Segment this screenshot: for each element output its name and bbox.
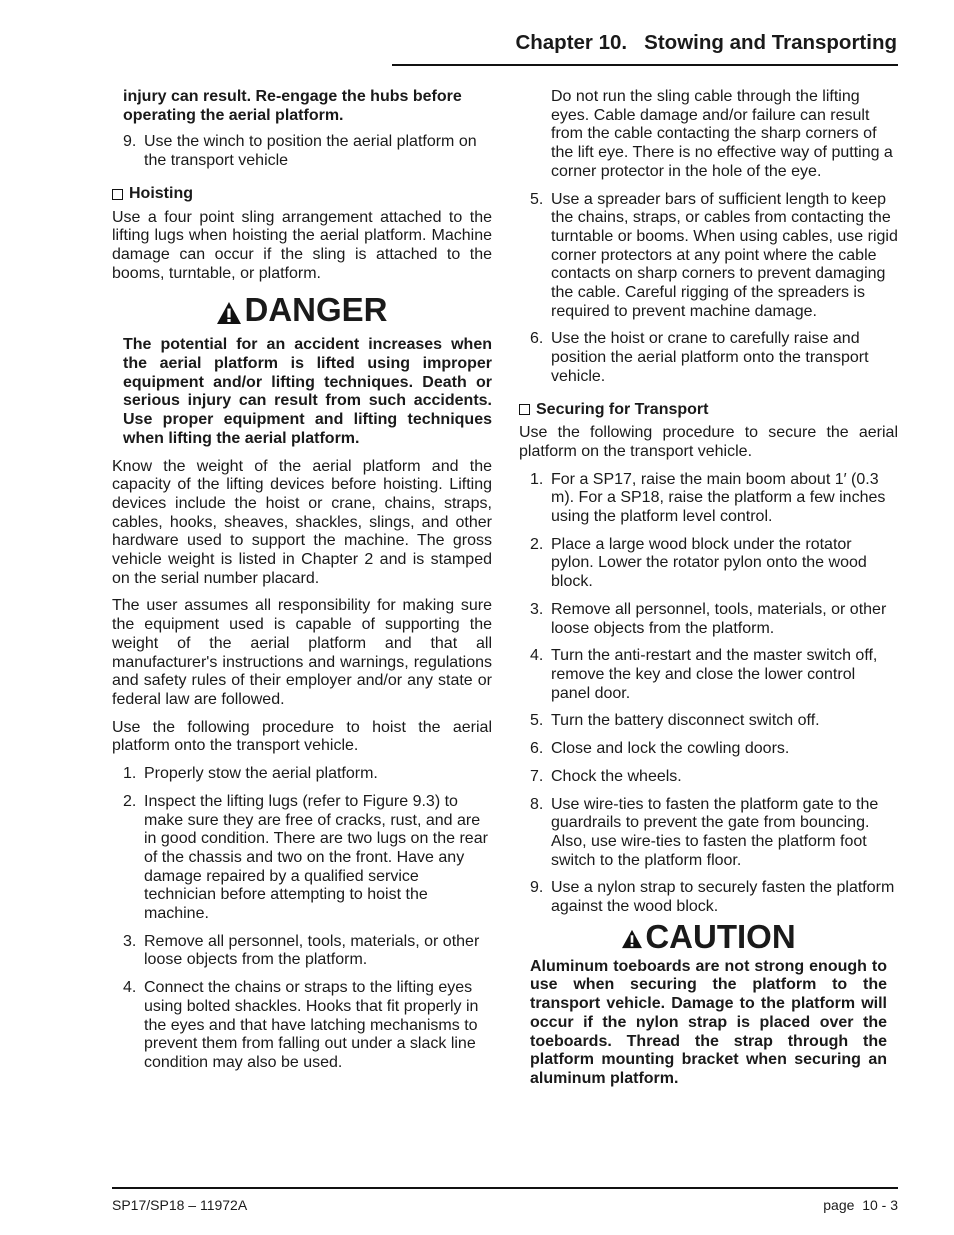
- continued-warning-text: injury can result. Re-engage the hubs before operating the aerial platform.: [123, 88, 462, 124]
- step-text: Use wire-ties to fasten the platform gate to the guardrails to prevent the gate from bouncing. Also, use wire-ties to fasten the platform foot switch to the platform floor.: [551, 795, 879, 869]
- step-number: 6.: [530, 740, 544, 758]
- step-text: Turn the anti-restart and the master switch off, remove the key and close the lower control panel door.: [551, 647, 878, 702]
- responsibility-paragraph: The user assumes all responsibility for making sure the equipment used is capable of supporting the weight of the aerial platform and that all manufacturer's instructions and warnings, regulations and safety rules of their employer and/or any state or federal law are followed.: [112, 597, 492, 708]
- list-item: [519, 796, 898, 871]
- procedure-intro: Use the following procedure to hoist the aerial platform onto the transport vehicle.: [112, 718, 492, 755]
- securing-heading: [519, 401, 898, 420]
- warning-triangle-icon: [621, 929, 643, 949]
- step-number: 4.: [530, 647, 544, 665]
- caution-heading: [519, 919, 898, 955]
- securing-intro: Use the following procedure to secure the aerial platform on the transport vehicle.: [519, 424, 898, 460]
- step-text: Use a spreader bars of sufficient length to keep the chains, straps, or cables from contacting the turntable or booms. When using cables, use rigid corner protectors at any point where the cable contacts on sharp corners to prevent damaging the cable. Careful rigging of the spreaders is required to prevent machine damage.: [551, 190, 898, 320]
- step-number: 2.: [530, 535, 544, 553]
- hoisting-intro: Use a four point sling arrangement attached to the lifting lugs when hoisting the aerial platform. Machine damage can occur if the sling is attached to the booms, turntable, or platform.: [112, 208, 492, 282]
- step-text: Use the hoist or crane to carefully raise and position the aerial platform onto the transport vehicle.: [551, 330, 869, 385]
- step-text: Place a large wood block under the rotator pylon. Lower the rotator pylon onto the wood block.: [551, 535, 867, 591]
- step-number: 8.: [530, 795, 544, 813]
- step-text: Remove all personnel, tools, materials, or other loose objects from the platform.: [144, 932, 480, 969]
- step-number: 1.: [530, 470, 544, 488]
- list-item: [519, 330, 898, 386]
- step-number: 9.: [123, 133, 137, 151]
- list-item: [112, 979, 492, 1073]
- step-number: 5.: [530, 190, 544, 208]
- step-number: 9.: [530, 879, 544, 897]
- list-item: [112, 765, 492, 784]
- step-number: 1.: [123, 765, 137, 783]
- hoisting-steps-continued: [519, 191, 898, 387]
- step-text: Inspect the lifting lugs (refer to Figure 9.3) to make sure they are free of cracks, rust, and are in good condition. There are two lugs on the rear of the chassis and two on the front. Have any damage repaired by a qualified service technician before attempting to hoist the machine.: [144, 792, 488, 923]
- danger-text: The potential for an accident increases when the aerial platform is lifted using improper equipment and/or lifting techniques. Death or serious injury can result from such accidents. Use proper equipment and lifting techniques when lifting the aerial platform.: [123, 336, 492, 447]
- list-item: [519, 768, 898, 787]
- danger-heading: [112, 292, 492, 328]
- step-text: For a SP17, raise the main boom about 1′ (0.3 m). For a SP18, raise the platform a few inches using the platform level control.: [551, 470, 886, 526]
- caution-label: CAUTION: [645, 917, 796, 955]
- step-text: Turn the battery disconnect switch off.: [551, 712, 820, 730]
- step-number: 3.: [530, 600, 544, 618]
- step-text: Use the winch to position the aerial platform on the transport vehicle: [144, 133, 477, 170]
- caution-text: Aluminum toeboards are not strong enough to use when securing the platform to the transport vehicle. Damage to the platform will occur if the nylon strap is placed over the toeboards. Thread the strap through the platform mounting bracket when securing an aluminum platform.: [530, 957, 887, 1087]
- step-list-continued: [112, 133, 492, 170]
- step-number: 4.: [123, 979, 137, 997]
- hoisting-steps: [112, 765, 492, 1073]
- page-header-title: Chapter 10. Stowing and Transporting: [515, 31, 897, 54]
- list-item: [519, 191, 898, 322]
- list-item: [112, 933, 492, 970]
- list-item: [519, 471, 898, 527]
- step-number: 3.: [123, 932, 137, 950]
- footer-document-id: SP17/SP18 – 11972A: [112, 1197, 248, 1213]
- step-text: Connect the chains or straps to the lifting eyes using bolted shackles. Hooks that fit properly in the eyes and that have latching mechanisms to prevent them from falling out under a slack line condition may also be used.: [144, 979, 479, 1071]
- list-item: [519, 879, 898, 916]
- left-column: [112, 88, 492, 1082]
- securing-title: Securing for Transport: [536, 400, 709, 418]
- list-item: [519, 647, 898, 703]
- continued-step-text: Do not run the sling cable through the lifting eyes. Cable damage and/or failure can result from the cable contacting the sharp corners of the lift eye. There is no effective way of putting a corner protector in the hole of the eye.: [551, 88, 893, 180]
- hoisting-title: Hoisting: [129, 184, 193, 202]
- step-text: Remove all personnel, tools, materials, or other loose objects from the platform.: [551, 600, 887, 637]
- list-item: [519, 601, 898, 638]
- list-item: [519, 740, 898, 759]
- step-text: Properly stow the aerial platform.: [144, 765, 378, 783]
- list-item: [112, 793, 492, 924]
- danger-label: DANGER: [244, 291, 388, 329]
- checkbox-square-icon: [112, 189, 123, 200]
- step-number: 2.: [123, 792, 137, 810]
- right-column: [519, 88, 898, 1098]
- footer-page-number: page 10 - 3: [823, 1197, 898, 1213]
- checkbox-square-icon: [519, 404, 530, 415]
- step-text: Close and lock the cowling doors.: [551, 740, 790, 758]
- step-text: Chock the wheels.: [551, 767, 682, 785]
- step-text: Use a nylon strap to securely fasten the platform against the wood block.: [551, 879, 895, 916]
- list-item: [112, 133, 492, 170]
- list-item: [519, 536, 898, 592]
- list-item: [519, 712, 898, 731]
- step-number: 6.: [530, 330, 544, 348]
- securing-steps: [519, 471, 898, 917]
- warning-triangle-icon: [216, 301, 242, 325]
- step-number: 7.: [530, 767, 544, 785]
- footer-rule: [112, 1187, 898, 1189]
- step-number: 5.: [530, 712, 544, 730]
- header-rule: [392, 64, 898, 66]
- hoisting-heading: [112, 185, 492, 204]
- weight-paragraph: Know the weight of the aerial platform and the capacity of the lifting devices before hoisting. Lifting devices include the hoist or crane, chains, straps, cables, hooks, sheaves, shackles, slings, and other hardware used to support the machine. The gross vehicle weight is listed in Chapter 2 and is stamped on the serial number placard.: [112, 457, 492, 587]
